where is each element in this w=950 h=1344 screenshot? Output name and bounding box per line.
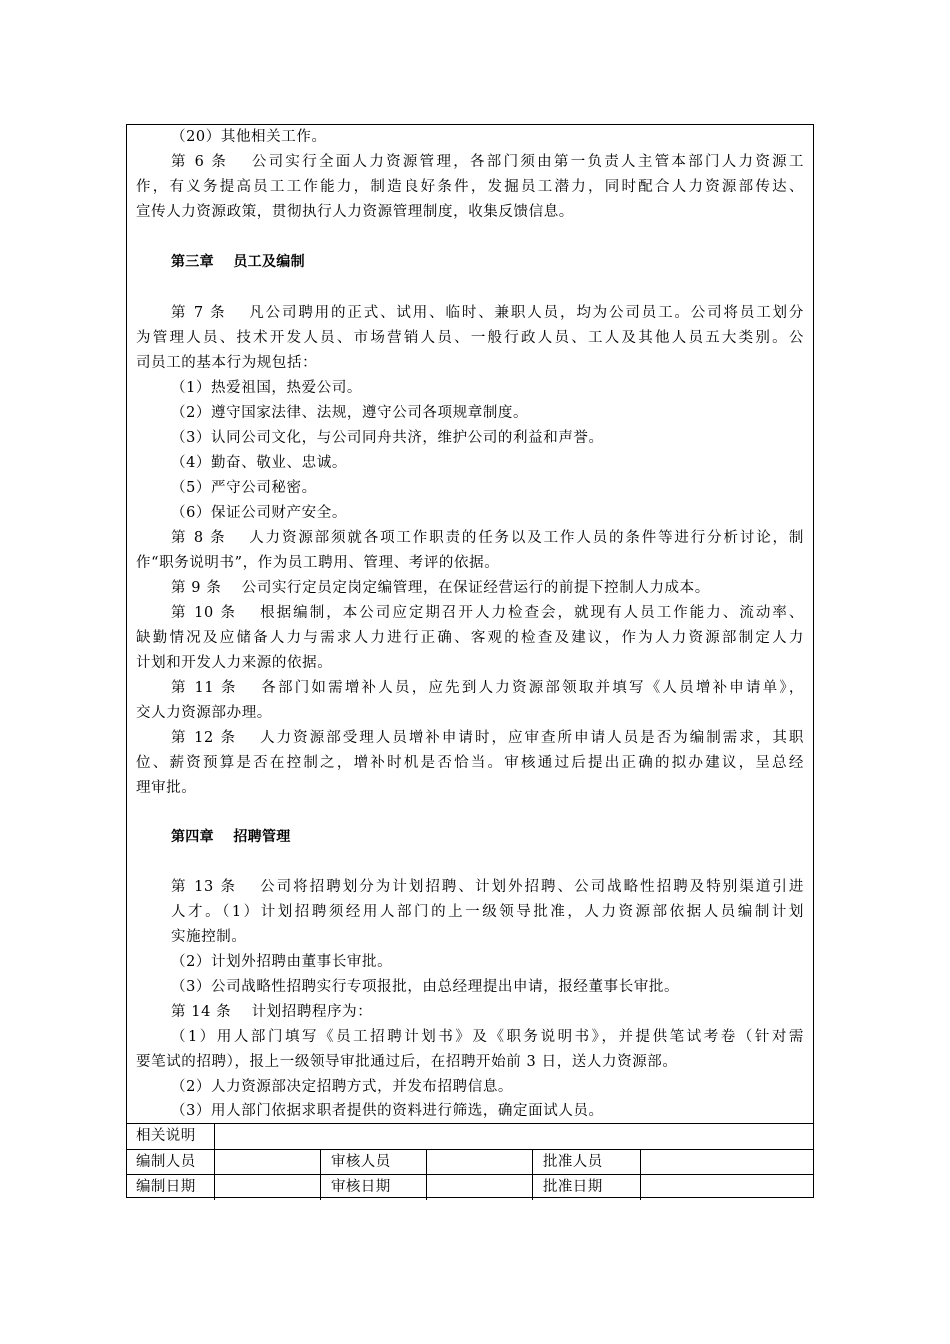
footer-row-dates (127, 1174, 813, 1200)
text-line: 交人力资源部办理。 (136, 705, 272, 721)
text-line: 第 9 条 公司实行定员定岗定编管理，在保证经营运行的前提下控制人力成本。 (171, 580, 710, 596)
text-line: 缺勤情况及应储备人力与需求人力进行正确、客观的检查及建议，作为人力资源部制定人力 (136, 630, 804, 646)
text-line: 人才。（1）计划招聘须经用人部门的上一级领导批准，人力资源部依据人员编制计划 (171, 904, 804, 920)
text-line: 实施控制。 (171, 929, 247, 945)
approved-date-value[interactable] (640, 1175, 813, 1200)
prepared-by-value[interactable] (214, 1150, 320, 1175)
list-item: （2）人力资源部决定招聘方式，并发布招聘信息。 (171, 1079, 514, 1095)
list-item: （3）公司战略性招聘实行专项报批，由总经理提出申请，报经董事长审批。 (171, 979, 680, 995)
text-line: 第 12 条 人力资源部受理人员增补申请时，应审查所申请人员是否为编制需求，其职 (171, 730, 804, 746)
list-item: （2）计划外招聘由董事长审批。 (171, 954, 393, 970)
reviewed-date-label: 审核日期 (320, 1175, 426, 1200)
approval-footer (127, 1123, 813, 1197)
list-item: （3）认同公司文化，与公司同舟共济，维护公司的利益和声誉。 (171, 430, 604, 446)
reviewed-by-label: 审核人员 (320, 1150, 426, 1175)
text-line: 作“职务说明书”，作为员工聘用、管理、考评的依据。 (136, 555, 500, 571)
list-item: （3）用人部门依据求职者提供的资料进行筛选，确定面试人员。 (171, 1103, 604, 1119)
document-table (126, 124, 814, 1198)
text-line: （20）其他相关工作。 (171, 129, 327, 145)
text-line: 第 13 条 公司将招聘划分为计划招聘、计划外招聘、公司战略性招聘及特别渠道引进 (171, 879, 804, 895)
text-line: 第 11 条 各部门如需增补人员，应先到人力资源部领取并填写《人员增补申请单》， (171, 680, 804, 696)
related-label: 相关说明 (136, 1128, 196, 1144)
text-line: 作，有义务提高员工工作能力，制造良好条件，发掘员工潜力，同时配合人力资源部传达、 (136, 179, 804, 195)
text-line: 第 8 条 人力资源部须就各项工作职责的任务以及工作人员的条件等进行分析讨论，制 (171, 530, 804, 546)
reviewed-by-value[interactable] (426, 1150, 532, 1175)
text-line: 宣传人力资源政策，贯彻执行人力资源管理制度，收集反馈信息。 (136, 204, 574, 220)
approved-by-label: 批准人员 (532, 1150, 640, 1175)
approved-by-value[interactable] (640, 1150, 813, 1175)
related-value[interactable] (214, 1124, 813, 1149)
footer-row-signers (127, 1149, 813, 1175)
text-line: 第 10 条 根据编制，本公司应定期召开人力检查会，就现有人员工作能力、流动率、 (171, 605, 804, 621)
list-item: （2）遵守国家法律、法规，遵守公司各项规章制度。 (171, 405, 529, 421)
list-item: （1）热爱祖国，热爱公司。 (171, 380, 363, 396)
footer-row-related (127, 1124, 813, 1149)
chapter-heading: 第四章 招聘管理 (171, 829, 291, 845)
approved-date-label: 批准日期 (532, 1175, 640, 1200)
text-line: 第 7 条 凡公司聘用的正式、试用、临时、兼职人员，均为公司员工。公司将员工划分 (171, 305, 804, 321)
list-item: （6）保证公司财产安全。 (171, 505, 347, 521)
list-item: （4）勤奋、敬业、忠诚。 (171, 455, 347, 471)
text-line: 计划和开发人力来源的依据。 (136, 655, 333, 671)
text-line: 要笔试的招聘），报上一级领导审批通过后，在招聘开始前 3 日，送人力资源部。 (136, 1054, 678, 1070)
prepared-date-label: 编制日期 (136, 1179, 196, 1195)
document-body (127, 125, 813, 1123)
prepared-by-label: 编制人员 (136, 1154, 196, 1170)
text-line: 理审批。 (136, 780, 197, 796)
reviewed-date-value[interactable] (426, 1175, 532, 1200)
chapter-heading: 第三章 员工及编制 (171, 254, 305, 270)
list-item: （5）严守公司秘密。 (171, 480, 317, 496)
text-line: 位、薪资预算是否在控制之，增补时机是否恰当。审核通过后提出正确的拟办建议，呈总经 (136, 755, 804, 771)
list-item: （1）用人部门填写《员工招聘计划书》及《职务说明书》，并提供笔试考卷（针对需 (171, 1029, 804, 1045)
text-line: 司员工的基本行为规包括： (136, 355, 318, 371)
prepared-date-value[interactable] (214, 1175, 320, 1200)
text-line: 第 14 条 计划招聘程序为： (171, 1004, 373, 1020)
text-line: 为管理人员、技术开发人员、市场营销人员、一般行政人员、工人及其他人员五大类别。公 (136, 330, 804, 346)
text-line: 第 6 条 公司实行全面人力资源管理，各部门须由第一负责人主管本部门人力资源工 (171, 154, 804, 170)
